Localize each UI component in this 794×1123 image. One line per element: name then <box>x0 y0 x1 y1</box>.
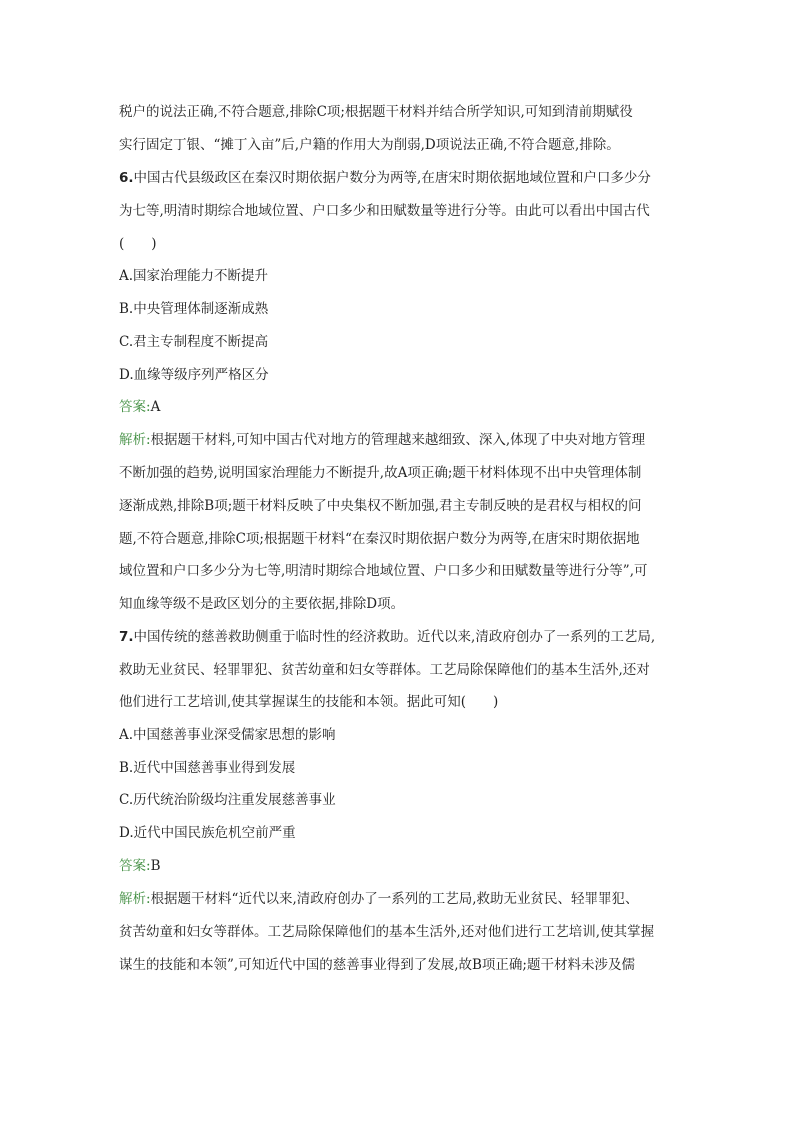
intro-line-2: 实行固定丁银、“摊丁入亩”后,户籍的作用大为削弱,D项说法正确,不符合题意,排除。 <box>119 137 620 153</box>
q6-option-b: B.中央管理体制逐渐成熟 <box>119 301 269 317</box>
q6-analysis-line-5: 域位置和户口多少分为七等,明清时期综合地域位置、户口多少和田赋数量等进行分等”,可 <box>119 563 648 579</box>
q7-stem-line-1 <box>119 627 679 647</box>
q6-option-d: D.血缘等级序列严格区分 <box>119 367 269 383</box>
q6-option-a: A.国家治理能力不断提升 <box>119 268 269 284</box>
q7-option-d: D.近代中国民族危机空前严重 <box>119 825 296 841</box>
q6-answer-label: 答案: <box>119 399 151 415</box>
q6-stem-line-1 <box>119 168 679 188</box>
q7-analysis-line-2: 贫苦幼童和妇女等群体。工艺局除保障他们的基本生活外,还对他们进行工艺培训,使其掌握 <box>119 924 655 940</box>
q6-analysis-line-3: 逐渐成熟,排除B项;题干材料反映了中央集权不断加强,君主专制反映的是君权与相权的问 <box>119 498 642 514</box>
q7-option-a: A.中国慈善事业深受儒家思想的影响 <box>119 727 336 743</box>
q6-number: 6. <box>119 170 134 186</box>
q6-answer-value: A <box>150 399 161 415</box>
q6-answer <box>119 397 679 417</box>
q7-stem-line-3: 他们进行工艺培训,使其掌握谋生的技能和本领。据此可知( ) <box>119 694 499 710</box>
q7-analysis-text-1: 根据题干材料“近代以来,清政府创办了一系列的工艺局,救助无业贫民、轻罪罪犯、 <box>150 891 639 907</box>
q7-analysis-line-3: 谋生的技能和本领”,可知近代中国的慈善事业得到了发展,故B项正确;题干材料未涉及儒 <box>119 957 635 973</box>
q7-analysis-line-1 <box>119 889 679 909</box>
q7-option-c: C.历代统治阶级均注重发展慈善事业 <box>119 792 336 808</box>
q6-analysis-line-4: 题,不符合题意,排除C项;根据题干材料“在秦汉时期依据户数分为两等,在唐宋时期依据地 <box>119 531 640 547</box>
intro-line-1: 税户的说法正确,不符合题意,排除C项;根据题干材料并结合所学知识,可知到清前期赋役 <box>119 104 633 120</box>
q6-stem-text-1: 中国古代县级政区在秦汉时期依据户数分为两等,在唐宋时期依据地域位置和户口多少分 <box>133 170 651 186</box>
q6-analysis-text-1: 根据题干材料,可知中国古代对地方的管理越来越细致、深入,体现了中央对地方管理 <box>150 432 646 448</box>
q6-analysis-line-2: 不断加强的趋势,说明国家治理能力不断提升,故A项正确;题干材料体现不出中央管理体制 <box>119 465 642 481</box>
q6-stem-line-3: ( ) <box>119 236 157 252</box>
q6-analysis-line-6: 知血缘等级不是政区划分的主要依据,排除D项。 <box>119 596 405 612</box>
q6-analysis-label: 解析: <box>119 432 151 448</box>
q7-stem-line-2: 救助无业贫民、轻罪罪犯、贫苦幼童和妇女等群体。工艺局除保障他们的基本生活外,还对 <box>119 662 650 678</box>
q6-analysis-line-1 <box>119 430 679 450</box>
q7-analysis-label: 解析: <box>119 891 151 907</box>
q7-number: 7. <box>119 629 134 645</box>
q6-option-c: C.君主专制程度不断提高 <box>119 334 269 350</box>
q7-answer <box>119 856 679 876</box>
q7-option-b: B.近代中国慈善事业得到发展 <box>119 760 296 776</box>
q7-stem-text-1: 中国传统的慈善救助侧重于临时性的经济救助。近代以来,清政府创办了一系列的工艺局, <box>133 629 656 645</box>
q7-answer-label: 答案: <box>119 858 151 874</box>
q6-stem-line-2: 为七等,明清时期综合地域位置、户口多少和田赋数量等进行分等。由此可以看出中国古代 <box>119 203 650 219</box>
q7-answer-value: B <box>150 858 161 874</box>
